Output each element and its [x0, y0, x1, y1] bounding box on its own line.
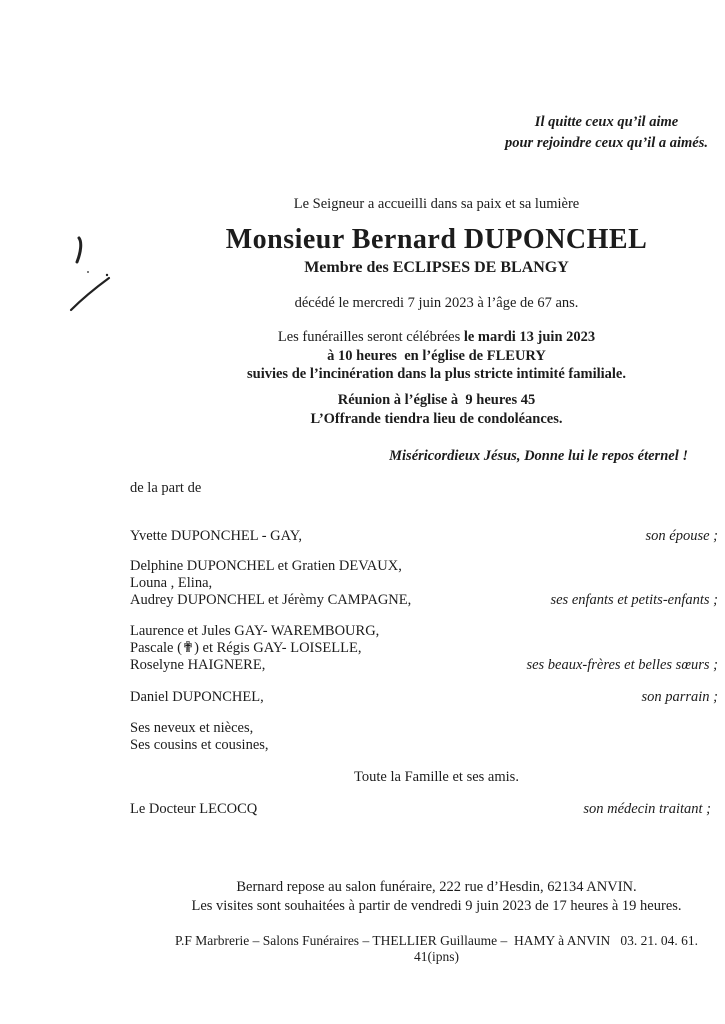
family-row-children: [130, 558, 718, 610]
family-names: [130, 558, 411, 610]
meeting-details: [155, 391, 718, 428]
family-name-line: Ses neveux et nièces,: [130, 720, 254, 736]
closing-line: Toute la Famille et ses amis.: [354, 769, 519, 785]
family-names: [130, 623, 379, 675]
family-relation: son épouse ;: [645, 528, 718, 544]
epitaph-quote-line1: Il quitte ceux qu’il aime: [534, 114, 679, 130]
epitaph-quote: [505, 112, 708, 154]
death-line: décédé le mercredi 7 juin 2023 à l’âge de 67 ans.: [294, 295, 579, 311]
meeting-line1: Réunion à l’église à 9 heures 45: [337, 392, 536, 408]
family-names: [130, 720, 269, 754]
family-relation: ses beaux-frères et belles sœurs ;: [526, 657, 718, 674]
funeral-line2: à 10 heures en l’église de FLEURY: [327, 347, 546, 364]
doctor-relation: son médecin traitant ;: [583, 801, 711, 817]
doctor-row: [130, 801, 711, 818]
family-name-line: Daniel DUPONCHEL,: [130, 689, 264, 705]
family-row-spouse: [130, 528, 718, 545]
family-name-line: Pascale (✟) et Régis GAY- LOISELLE,: [130, 640, 362, 657]
from-label: de la part de: [130, 480, 202, 496]
epitaph-quote-line2: pour rejoindre ceux qu’il a aimés.: [504, 135, 708, 151]
repose-line1: Bernard repose au salon funéraire, 222 rue d’Hesdin, 62134 ANVIN.: [236, 879, 637, 895]
prayer-line: Miséricordieux Jésus, Donne lui le repos éternel !: [389, 448, 688, 464]
funeral-line1-bold: le mardi 13 juin 2023: [463, 329, 596, 345]
deceased-membership: Membre des ECLIPSES DE BLANGY: [304, 259, 569, 276]
doctor-name: Le Docteur LECOCQ: [130, 801, 258, 817]
family-name-line: Ses cousins et cousines,: [130, 737, 269, 754]
funeral-details: [155, 328, 718, 384]
family-names: [130, 528, 302, 545]
funeral-home-footer: P.F Marbrerie – Salons Funéraires – THELLIER Guillaume – HAMY à ANVIN 03. 21. 04. 61. 41(ipns): [174, 933, 702, 964]
family-row-inlaws: [130, 623, 718, 675]
funeral-line1: [155, 328, 718, 347]
family-name-line: Yvette DUPONCHEL - GAY,: [130, 528, 303, 544]
deceased-name: Monsieur Bernard DUPONCHEL: [225, 224, 648, 255]
intro-line: Le Seigneur a accueilli dans sa paix et sa lumière: [293, 196, 580, 212]
meeting-line2: L’Offrande tiendra lieu de condoléances.: [310, 410, 563, 427]
family-row-relatives: [130, 720, 718, 754]
repose-line2: Les visites sont souhaitées à partir de vendredi 9 juin 2023 de 17 heures à 19 heures.: [191, 897, 682, 914]
funeral-line1-regular: Les funérailles seront célébrées: [277, 329, 464, 345]
family-name-line: Roselyne HAIGNERE,: [130, 657, 266, 674]
pen-mark: [60, 228, 120, 320]
family-name-line: Audrey DUPONCHEL et Jérèmy CAMPAGNE,: [130, 592, 412, 609]
family-relation: son parrain ;: [641, 689, 718, 705]
family-row-godfather: [130, 689, 718, 706]
family-name-line: Louna , Elina,: [130, 575, 213, 592]
family-name-line: Laurence et Jules GAY- WAREMBOURG,: [130, 623, 380, 639]
family-name-line: Delphine DUPONCHEL et Gratien DEVAUX,: [130, 558, 402, 574]
funeral-line3: suivies de l’incinération dans la plus stricte intimité familiale.: [246, 366, 626, 382]
repose-details: [155, 878, 718, 915]
family-relation: ses enfants et petits-enfants ;: [550, 592, 718, 609]
family-names: [130, 689, 264, 706]
